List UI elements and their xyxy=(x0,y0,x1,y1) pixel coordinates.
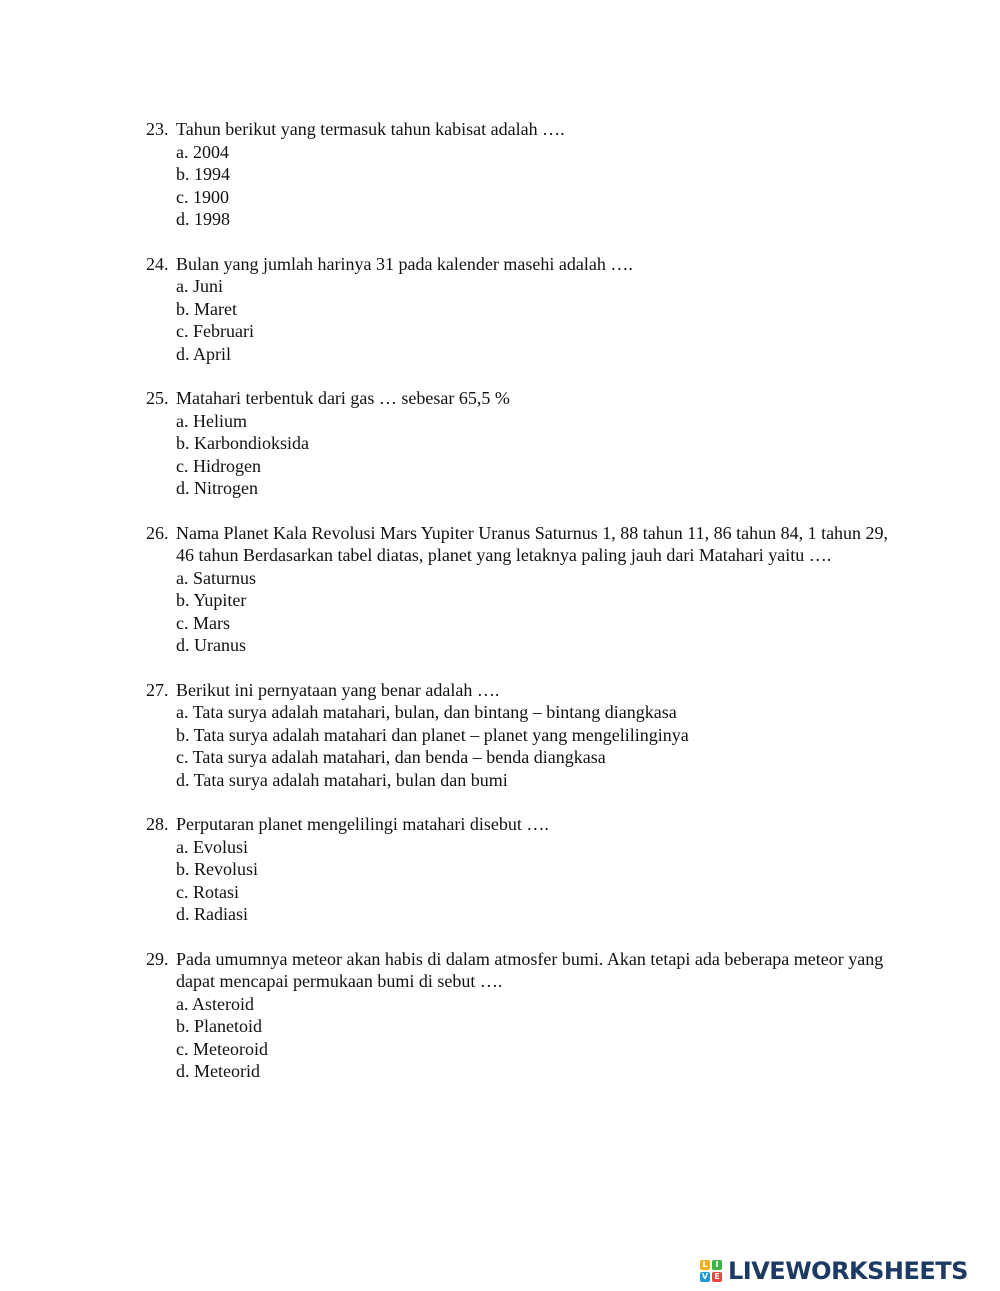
logo-tile-e: E xyxy=(712,1272,722,1282)
brand-name: LIVEWORKSHEETS xyxy=(728,1257,968,1285)
question-29 xyxy=(146,948,906,1083)
option-d: d. April xyxy=(176,343,232,364)
option-b: b. Karbondioksida xyxy=(176,433,309,453)
option-list xyxy=(146,701,906,791)
option-a: a. Tata surya adalah matahari, bulan, dan bintang – bintang diangkasa xyxy=(176,702,677,722)
question-23 xyxy=(146,118,906,231)
option-c: c. 1900 xyxy=(176,186,229,207)
liveworksheets-brand xyxy=(700,1256,968,1286)
option-list xyxy=(146,275,906,365)
option-d: d. Tata surya adalah matahari, bulan dan bumi xyxy=(176,769,508,790)
option-b: b. Maret xyxy=(176,298,237,319)
option-c: c. Rotasi xyxy=(176,881,239,902)
liveworksheets-logo-icon xyxy=(700,1260,722,1282)
question-list xyxy=(146,118,906,1105)
option-d: d. Radiasi xyxy=(176,904,248,924)
option-a: a. Saturnus xyxy=(176,567,256,588)
option-b: b. Revolusi xyxy=(176,859,259,879)
option-b: b. Yupiter xyxy=(176,590,247,610)
option-d: d. Meteorid xyxy=(176,1061,260,1081)
option-b: b. Planetoid xyxy=(176,1016,262,1036)
question-25 xyxy=(146,387,906,500)
option-c: c. Meteoroid xyxy=(176,1038,268,1059)
option-list xyxy=(146,993,906,1083)
question-number: 26. xyxy=(146,522,169,543)
question-number: 28. xyxy=(146,814,169,834)
option-list xyxy=(146,567,906,657)
option-a: a. Asteroid xyxy=(176,993,254,1014)
option-c: c. Hidrogen xyxy=(176,455,261,476)
question-number: 24. xyxy=(146,253,169,274)
logo-tile-l: L xyxy=(700,1260,710,1270)
option-d: d. 1998 xyxy=(176,209,230,229)
option-a: a. Juni xyxy=(176,276,223,296)
option-a: a. 2004 xyxy=(176,141,229,162)
option-a: a. Helium xyxy=(176,410,247,431)
option-list xyxy=(146,141,906,231)
question-24 xyxy=(146,253,906,366)
question-number: 27. xyxy=(146,679,169,700)
question-text: Matahari terbentuk dari gas … sebesar 65,5 % xyxy=(176,388,510,408)
question-text: Tahun berikut yang termasuk tahun kabisat adalah …. xyxy=(176,119,565,139)
logo-tile-i: I xyxy=(712,1260,722,1270)
option-a: a. Evolusi xyxy=(176,836,248,857)
question-27 xyxy=(146,679,906,792)
logo-tile-v: V xyxy=(701,1272,709,1281)
option-d: d. Nitrogen xyxy=(176,478,258,498)
question-number: 23. xyxy=(146,119,169,139)
option-b: b. Tata surya adalah matahari dan planet – planet yang mengelilinginya xyxy=(176,724,689,745)
option-c: c. Mars xyxy=(176,612,230,633)
question-text: Nama Planet Kala Revolusi Mars Yupiter Uranus Saturnus 1, 88 tahun 11, 86 tahun 84, 1 tahun 29, 46 tahun Berdasarkan tabel diatas, planet yang letaknya paling jauh dari Matahari yaitu …. xyxy=(176,522,889,565)
question-28 xyxy=(146,813,906,926)
option-d: d. Uranus xyxy=(176,635,246,655)
option-list xyxy=(146,410,906,500)
question-26 xyxy=(146,522,906,657)
option-list xyxy=(146,836,906,926)
question-text: Berikut ini pernyataan yang benar adalah …. xyxy=(176,679,500,700)
question-number: 29. xyxy=(146,948,169,969)
option-b: b. 1994 xyxy=(176,164,230,184)
question-text: Bulan yang jumlah harinya 31 pada kalender masehi adalah …. xyxy=(176,253,633,274)
question-number: 25. xyxy=(146,388,169,408)
question-text: Pada umumnya meteor akan habis di dalam atmosfer bumi. Akan tetapi ada beberapa meteor yang dapat mencapai permukaan bumi di sebut …. xyxy=(176,948,884,991)
option-c: c. Februari xyxy=(176,321,254,341)
option-c: c. Tata surya adalah matahari, dan benda – benda diangkasa xyxy=(176,747,606,767)
question-text: Perputaran planet mengelilingi matahari disebut …. xyxy=(176,814,549,834)
